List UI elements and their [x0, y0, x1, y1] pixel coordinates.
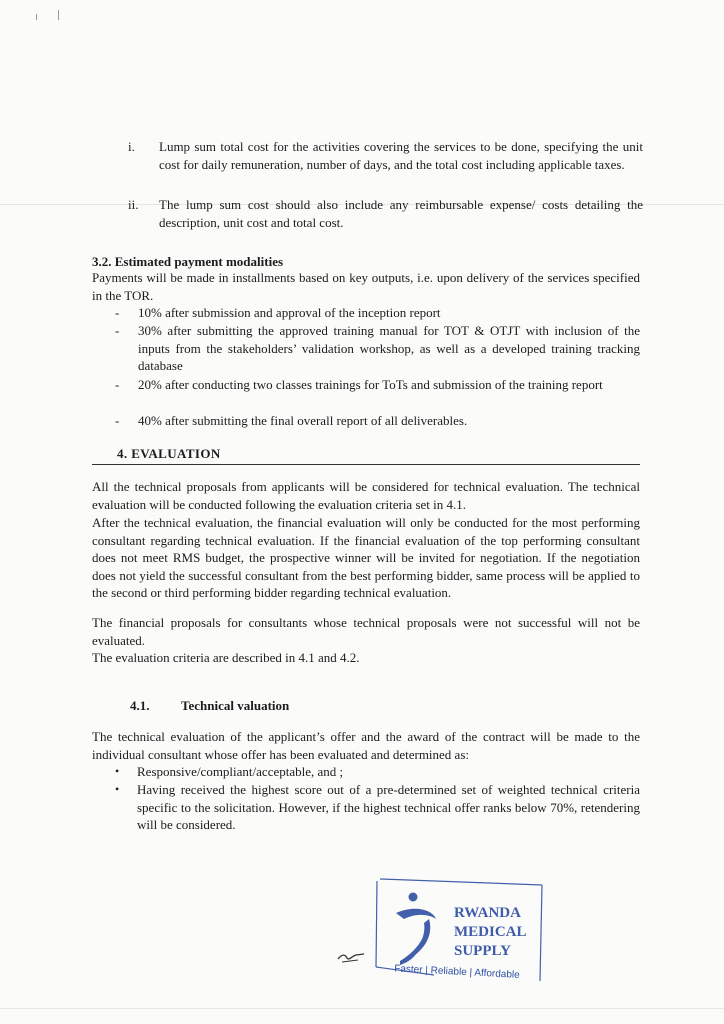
criteria-item	[115, 763, 640, 781]
section-paragraph: All the technical proposals from applicants will be considered for technical evaluation. The technical evaluation will be conducted following the evaluation criteria set in 4.1.	[92, 479, 640, 512]
subsection-heading: Technical valuation	[181, 698, 290, 713]
dash-marker: -	[115, 413, 120, 428]
installment-item	[115, 376, 640, 394]
scan-fold-line	[0, 1008, 724, 1009]
installment-item	[115, 322, 640, 375]
item-marker: ii.	[128, 197, 139, 212]
item-text: The lump sum cost should also include any reimbursable expense/ costs detailing the description, unit cost and total cost.	[159, 197, 643, 230]
stamp-line3: SUPPLY	[454, 943, 511, 959]
payment-item	[128, 138, 643, 173]
subsection-number: 4.1.	[130, 698, 150, 713]
criteria-text: Having received the highest score out of a pre-determined set of weighted technical criteria specific to the solicitation. However, if the highest technical offer ranks below 70%, retendering will be considered.	[137, 782, 640, 832]
dash-marker: -	[115, 377, 120, 392]
stamp-line2: MEDICAL	[454, 924, 527, 940]
bullet-marker: •	[115, 782, 120, 796]
item-marker: i.	[128, 139, 135, 154]
dash-marker: -	[115, 305, 120, 320]
installment-text: 40% after submitting the final overall report of all deliverables.	[138, 413, 468, 428]
section-heading: 3.2. Estimated payment modalities	[92, 254, 284, 269]
section-heading: 4. EVALUATION	[117, 446, 221, 461]
section-paragraph: The technical evaluation of the applicant’s offer and the award of the contract will be made to the individual consultant whose offer has been evaluated and determined as:	[92, 729, 640, 762]
section-paragraph: Payments will be made in installments based on key outputs, i.e. upon delivery of the services specified in the TOR.	[92, 270, 640, 303]
section-paragraph: The evaluation criteria are described in 4.1 and 4.2.	[92, 650, 360, 665]
criteria-item	[115, 781, 640, 834]
item-text: Lump sum total cost for the activities covering the services to be done, specifying the unit cost for daily remuneration, number of days, and the total cost including applicable taxes.	[159, 139, 643, 172]
installment-text: 10% after submission and approval of the inception report	[138, 305, 441, 320]
heading-underline	[92, 464, 640, 465]
dash-marker: -	[115, 323, 120, 338]
section-paragraph: The financial proposals for consultants whose technical proposals were not successful will not be evaluated.	[92, 615, 640, 648]
company-stamp	[374, 875, 546, 983]
section-4-heading	[92, 445, 640, 465]
section-paragraph: After the technical evaluation, the financial evaluation will only be conducted for the most performing consultant regarding technical evaluation. If the financial evaluation of the top performing consultant does not meet RMS budget, the prospective winner will be invited for negotiation. If the negotiation does not yield the successful consultant from the best performing bidder, same process will be applied to the second or third performing bidder regarding technical evaluation.	[92, 515, 640, 600]
scan-mark	[36, 14, 37, 20]
stamp-line1: RWANDA	[454, 905, 521, 921]
scan-mark	[58, 10, 59, 20]
payment-item	[128, 196, 643, 231]
installment-text: 30% after submitting the approved training manual for TOT & OTJT with inclusion of the inputs from the stakeholders’ validation workshop, as well as a developed training tracking database	[138, 323, 640, 373]
signature-initials	[336, 950, 366, 964]
stamp-tagline: Faster | Reliable | Affordable	[393, 963, 520, 981]
installment-item	[115, 304, 640, 322]
installment-text: 20% after conducting two classes trainings for ToTs and submission of the training report	[138, 377, 603, 392]
bullet-marker: •	[115, 764, 120, 778]
installment-item	[115, 412, 640, 430]
criteria-text: Responsive/compliant/acceptable, and ;	[137, 764, 344, 779]
